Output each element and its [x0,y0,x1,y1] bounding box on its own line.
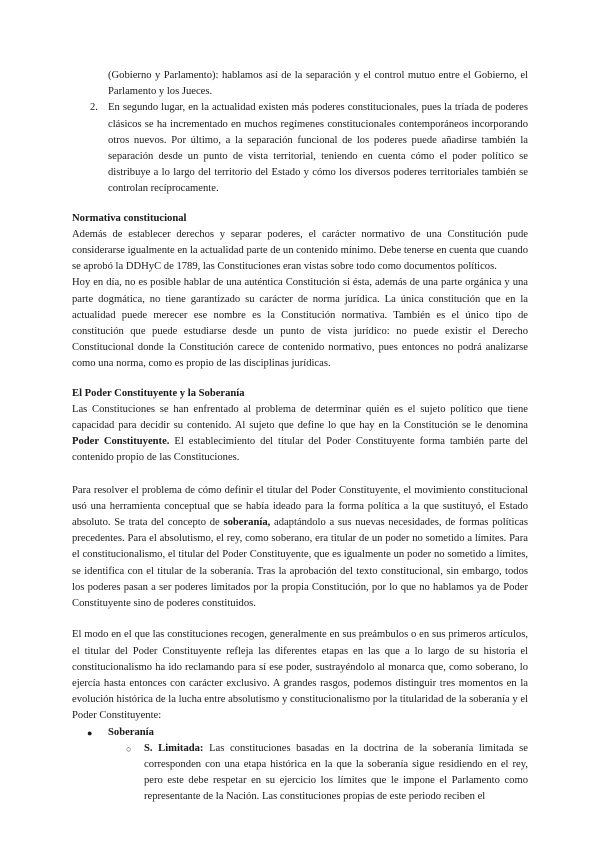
list-item-1-continuation: (Gobierno y Parlamento): hablamos así de la separación y el control mutuo entre el Gobierno, el Parlamento y los Jueces. [108,70,528,98]
paragraph: Las Constituciones se han enfrentado al problema de determinar quién es el sujeto político que tiene capacidad para decidir su contenido. Al sujeto que define lo que hay en la Constitución se le denomina Poder Constituyente. El establecimiento del titular del Poder Constituyente forma también parte del contenido propio de las Constituciones. [72,403,528,464]
list-item-2 [72,100,528,197]
circle-bullet-icon: ○ [126,743,132,754]
paragraph: Además de establecer derechos y separar poderes, el carácter normativo de una Constitución pude considerarse igualmente en la actualidad parte de un contenido mínimo. Debe tenerse en cuenta que cuando se aprobó la DDHyC de 1789, las Constituciones eran vistas sobre todo como documentos políticos. [72,228,528,273]
bullet-item-soberania [72,725,528,741]
document-page [72,68,528,806]
section-heading-normativa: Normativa constitucional [72,212,187,224]
section-heading-poder-constituyente: El Poder Constituyente y la Soberanía [72,387,245,399]
subitem-soberania-limitada [72,741,528,806]
bullet-label: Soberanía [108,726,154,738]
bold-term: S. Limitada: [144,742,204,754]
subitem-text: S. Limitada: Las constituciones basadas en la doctrina de la soberanía limitada se corresponden con una etapa histórica en la que la soberanía sigue residiendo en el rey, pero este debe respetar en su ejercicio los límites que le impone el Parlamento como representante de la Nación. Las constituciones propias de este periodo reciben el [144,742,529,803]
bold-term: Poder Constituyente. [72,436,170,448]
bullet-icon: ● [87,727,93,738]
list-item-text: En segundo lugar, en la actualidad existen más poderes constitucionales, pues la tríada de poderes clásicos se ha incrementado en muchos regímenes constitucionales contemporáneos incorporando otros nuevos. Por último, a la separación funcional de los poderes puede añadirse también la separación desde un punto de vista territorial, teniendo en cuenta cómo el poder político se distribuye a lo largo del territorio del Estado y cómo los diversos poderes territoriales también se controlan recíprocamente. [108,102,528,195]
list-number: 2. [90,102,98,114]
bold-term: soberanía, [223,517,271,529]
paragraph: Para resolver el problema de cómo definir el titular del Poder Constituyente, el movimiento constitucional usó una herramienta conceptual que se había ideado para la forma política a la que sustituyó, el Estado absoluto. Se trata del concepto de soberanía, adaptándolo a sus nuevas necesidades, de formas políticas precedentes. Para el absolutismo, el rey, como soberano, era titular de un poder no sometido a límites. Para el constitucionalismo, el titular del Poder Constituyente, que es igualmente un poder no sometido a límites, se identifica con el titular de la soberanía. Tras la aprobación del texto constitucional, sin embargo, todos los poderes pasan a ser poderes limitados por la propia Constitución, por lo que no hablamos ya de Poder Constituyente sino de poderes constituidos. [72,484,529,610]
paragraph: El modo en el que las constituciones recogen, generalmente en sus preámbulos o en sus primeros artículos, el titular del Poder Constituyente refleja las diferentes etapas en las que a lo largo de su historia el constitucionalismo ha ido reclamando para sí ese poder, sustrayéndolo al monarca que, como soberano, lo ejercía hasta entonces con carácter exclusivo. A grandes rasgos, podemos distinguir tres momentos en la evolución histórica de la lucha entre absolutismo y constitucionalismo por la titularidad de la soberanía y el Poder Constituyente: [72,629,528,722]
paragraph: Hoy en día, no es posible hablar de una auténtica Constitución si ésta, además de una parte orgánica y una parte dogmática, no tiene garantizado su carácter de norma jurídica. La única constitución que en la actualidad puede merecer ese nombre es la Constitución normativa. También es el único tipo de constitución que puede estudiarse desde un punto de vista jurídico: no puede existir el Derecho Constitucional donde la Constitución carece de contenido normativo, pues entonces no podrá analizarse como una norma, como es propio de las disciplinas jurídicas. [72,277,528,370]
